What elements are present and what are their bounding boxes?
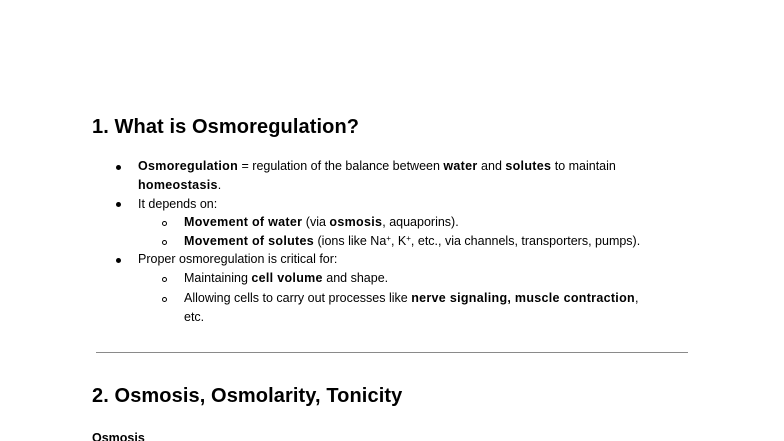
list-item-osmoregulation-cont [138, 176, 221, 195]
bullet-icon [116, 202, 121, 207]
text: . [217, 178, 222, 192]
text: = regulation of the balance between [238, 159, 444, 173]
section-2-heading [92, 385, 402, 408]
text: Maintaining [184, 271, 252, 285]
circle-bullet-icon [162, 221, 167, 226]
term-osmoregulation: Osmoregulation [138, 159, 239, 173]
list-item-osmoregulation [138, 157, 616, 176]
list-item-depends [138, 195, 217, 214]
circle-bullet-icon [162, 240, 167, 245]
sub-item-movement-water [184, 213, 459, 232]
subheading-osmosis: Osmosis [92, 431, 145, 441]
bullet-icon [116, 165, 121, 170]
term-cell-volume: cell volume [251, 271, 323, 285]
section-2-heading-text: 2. Osmosis, Osmolarity, Tonicity [92, 385, 403, 407]
circle-bullet-icon [162, 297, 167, 302]
sub-item-processes [184, 289, 638, 308]
term-osmosis: osmosis [329, 215, 383, 229]
term-solutes: solutes [505, 159, 552, 173]
term-water: water [443, 159, 478, 173]
superscript: + [406, 234, 411, 243]
sub-item-processes-cont [184, 308, 204, 327]
text: to maintain [551, 159, 616, 173]
term-movement-solutes: Movement of solutes [184, 234, 315, 248]
term-nerve-muscle: nerve signaling, muscle contraction [411, 291, 635, 305]
section-1-heading [92, 116, 359, 139]
sub-item-cell-volume [184, 269, 388, 288]
bullet-icon [116, 258, 121, 263]
text: etc. [184, 310, 205, 324]
text: Allowing cells to carry out processes like [184, 291, 412, 305]
sub-item-movement-solutes [184, 232, 640, 251]
text: and [477, 159, 506, 173]
text: (via [302, 215, 330, 229]
text: (ions like Na [314, 234, 387, 248]
circle-bullet-icon [162, 277, 167, 282]
text: Proper osmoregulation is critical for: [138, 252, 338, 266]
text: , [634, 291, 639, 305]
text: It depends on: [138, 197, 218, 211]
text: , aquaporins). [382, 215, 459, 229]
list-item-proper [138, 250, 337, 269]
term-homeostasis: homeostasis [138, 178, 218, 192]
section-1-heading-text: 1. What is Osmoregulation? [92, 116, 360, 138]
superscript: + [386, 234, 391, 243]
horizontal-divider [96, 352, 688, 353]
text: , etc., via channels, transporters, pumps). [410, 234, 641, 248]
text: and shape. [322, 271, 389, 285]
term-movement-water: Movement of water [184, 215, 303, 229]
text: , K [390, 234, 407, 248]
